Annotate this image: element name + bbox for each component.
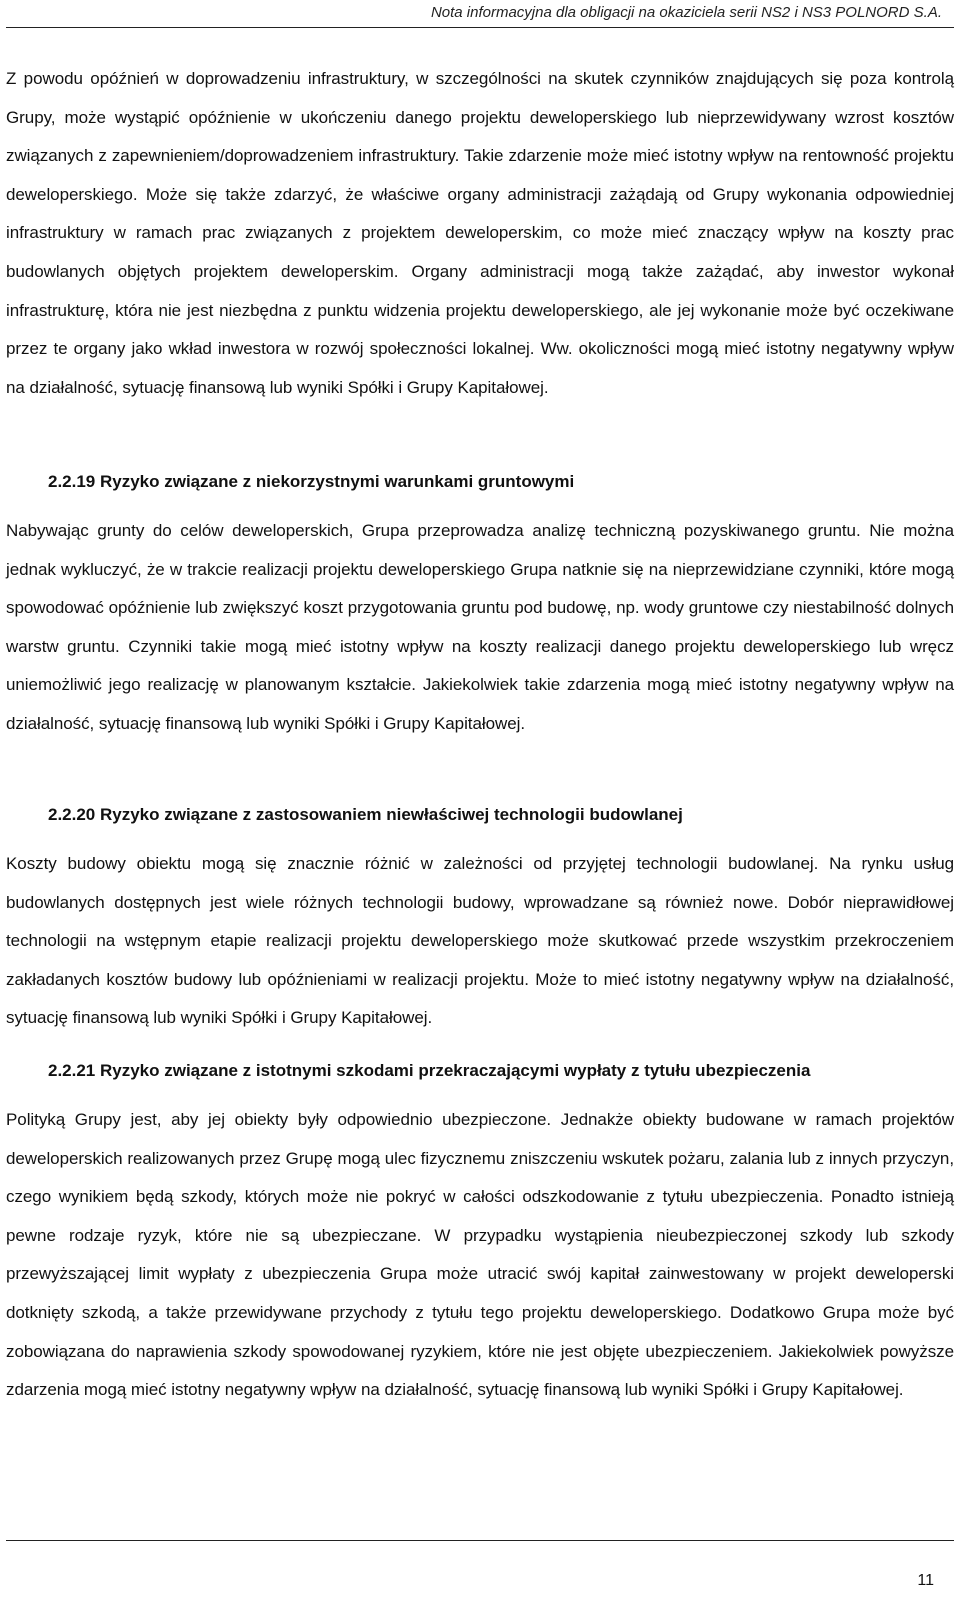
running-header: Nota informacyjna dla obligacji na okaziciela serii NS2 i NS3 POLNORD S.A. (430, 4, 942, 21)
footer-divider (6, 1540, 954, 1541)
section-heading-2-2-19: 2.2.19 Ryzyko związane z niekorzystnymi warunkami gruntowymi (48, 472, 575, 491)
intro-paragraph: Z powodu opóźnień w doprowadzeniu infrastruktury, w szczególności na skutek czynników znajdujących się poza kontrolą Grupy, może wystąpić opóźnienie w ukończeniu danego projektu deweloperskiego lub nieprzewidywany wzrost kosztów związanych z zapewnieniem/doprowadzeniem infrastruktury. Takie zdarzenie może mieć istotny wpływ na rentowność projektu deweloperskiego. Może się także zdarzyć, że właściwe organy administracji zażądają od Grupy wykonania odpowiedniej infrastruktury w ramach prac związanych z projektem deweloperskim, co może mieć znaczący wpływ na koszty prac budowlanych objętych projektem deweloperskim. Organy administracji mogą także zażądać, aby inwestor wykonał infrastrukturę, która nie jest niezbędna z punktu widzenia projektu deweloperskiego, ale jej wykonanie może być oczekiwane przez te organy jako wkład inwestora w rozwój społeczności lokalnej. Ww. okoliczności mogą mieć istotny negatywny wpływ na działalność, sytuację finansową lub wyniki Spółki i Grupy Kapitałowej. (6, 69, 954, 397)
section-paragraph-2-2-19: Nabywając grunty do celów deweloperskich, Grupa przeprowadza analizę techniczną pozyskiwanego gruntu. Nie można jednak wykluczyć, że w trakcie realizacji projektu deweloperskiego Grupa natknie się na nieprzewidziane czynniki, które mogą spowodować opóźnienie lub zwiększyć koszt przygotowania gruntu pod budowę, np. wody gruntowe czy niestabilność dolnych warstw gruntu. Czynniki takie mogą mieć istotny wpływ na koszty realizacji danego projektu deweloperskiego lub wręcz uniemożliwić jego realizację w planowanym kształcie. Jakiekolwiek takie zdarzenia mogą mieć istotny negatywny wpływ na działalność, sytuację finansową lub wyniki Spółki i Grupy Kapitałowej. (6, 521, 954, 733)
section-paragraph-2-2-20: Koszty budowy obiektu mogą się znacznie różnić w zależności od przyjętej technologii budowlanej. Na rynku usług budowlanych dostępnych jest wiele różnych technologii budowy, wprowadzane są również nowe. Dobór nieprawidłowej technologii na wstępnym etapie realizacji projektu deweloperskiego może skutkować przede wszystkim przekroczeniem zakładanych kosztów budowy lub opóźnieniami w realizacji projektu. Może to mieć istotny negatywny wpływ na działalność, sytuację finansową lub wyniki Spółki i Grupy Kapitałowej. (6, 854, 954, 1028)
section-paragraph-2-2-21: Polityką Grupy jest, aby jej obiekty były odpowiednio ubezpieczone. Jednakże obiekty budowane w ramach projektów deweloperskich realizowanych przez Grupę mogą ulec fizycznemu zniszczeniu wskutek pożaru, zalania lub z innych przyczyn, czego wynikiem będą szkody, których może nie pokryć w całości odszkodowanie z tytułu ubezpieczenia. Ponadto istnieją pewne rodzaje ryzyk, które nie są ubezpieczane. W przypadku wystąpienia nieubezpieczonej szkody lub szkody przewyższającej limit wypłaty z ubezpieczenia Grupa może utracić swój kapitał zainwestowany w projekt deweloperski dotknięty szkodą, a także przewidywane przychody z tytułu tego projektu deweloperskiego. Dodatkowo Grupa może być zobowiązana do naprawienia szkody spowodowanej ryzykiem, które nie jest objęte ubezpieczeniem. Jakiekolwiek powyższe zdarzenia mogą mieć istotny negatywny wpływ na działalność, sytuację finansową lub wyniki Spółki i Grupy Kapitałowej. (6, 1110, 954, 1400)
header-divider (6, 27, 954, 28)
section-heading-2-2-21: 2.2.21 Ryzyko związane z istotnymi szkodami przekraczającymi wypłaty z tytułu ubezpieczenia (48, 1061, 811, 1080)
section-heading-2-2-20: 2.2.20 Ryzyko związane z zastosowaniem niewłaściwej technologii budowlanej (48, 805, 683, 824)
page-number: 11 (917, 1572, 934, 1589)
